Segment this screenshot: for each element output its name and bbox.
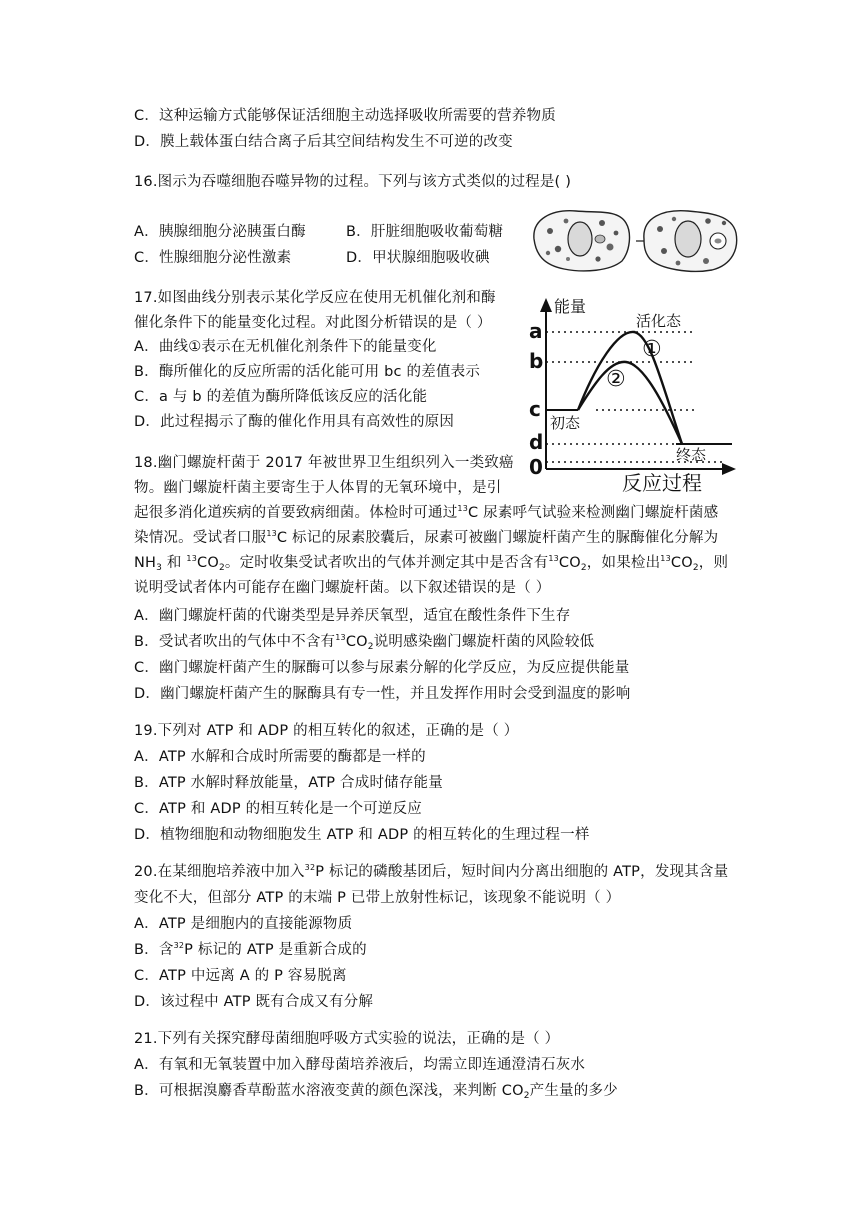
sub-2: 2 xyxy=(692,563,699,573)
q20-option-b-b: P 标记的 ATP 是重新合成的 xyxy=(184,942,367,958)
q20-line1-b: P 标记的磷酸基团后，短时间内分离出细胞的 ATP，发现其含量 xyxy=(315,864,729,880)
energy-diagram xyxy=(526,294,738,494)
q20-option-a: A．ATP 是细胞内的直接能源物质 xyxy=(134,916,353,932)
q20-option-c: C．ATP 中远离 A 的 P 容易脱离 xyxy=(134,968,347,984)
level-c: c xyxy=(529,397,541,421)
and-text: 和 xyxy=(162,555,187,571)
q17-option-b: B．酶所催化的反应所需的活化能可用 bc 的差值表示 xyxy=(134,364,481,380)
sup-13: 13 xyxy=(457,504,468,513)
level-zero: 0 xyxy=(529,455,543,479)
q15-option-c: C．这种运输方式能够保证活细胞主动选择吸收所需要的营养物质 xyxy=(134,108,556,124)
q20-option-b xyxy=(134,940,367,960)
q21-option-b xyxy=(134,1081,618,1101)
sup-32: 32 xyxy=(304,863,316,872)
phagocyte-cell-before xyxy=(534,211,630,271)
q18-line5 xyxy=(134,553,728,573)
co-text: CO xyxy=(558,555,581,571)
q16-option-b: B．肝脏细胞吸收葡萄糖 xyxy=(346,224,504,240)
level-b: b xyxy=(529,349,544,373)
q18-option-b xyxy=(134,632,594,652)
q20-line2: 变化不大，但部分 ATP 的末端 P 已带上放射性标记，该现象不能说明（ ） xyxy=(134,890,621,906)
sup-13: 13 xyxy=(335,633,346,642)
curve-2-label: ② xyxy=(606,367,626,392)
co-text: CO xyxy=(345,634,368,650)
q20-line1-a: 20.在某细胞培养液中加入 xyxy=(134,864,305,880)
curve-1-label: ① xyxy=(642,337,662,362)
x-axis-label: 反应过程 xyxy=(622,471,702,494)
q17-stem-line1: 17.如图曲线分别表示某化学反应在使用无机催化剂和酶 xyxy=(134,290,496,306)
q18-line3 xyxy=(134,503,718,523)
sub-3: 3 xyxy=(156,563,163,573)
q19-option-b: B．ATP 水解时释放能量，ATP 合成时储存能量 xyxy=(134,775,443,791)
q19-option-c: C．ATP 和 ADP 的相互转化是一个可逆反应 xyxy=(134,801,422,817)
q21-option-b-b: 产生量的多少 xyxy=(529,1083,618,1099)
q21-option-b-a: B．可根据溴麝香草酚蓝水溶液变黄的颜色深浅，来判断 CO xyxy=(134,1083,524,1099)
q16-option-a: A．胰腺细胞分泌胰蛋白酶 xyxy=(134,224,306,240)
label-initial-state: 初态 xyxy=(550,414,581,432)
q15-option-d: D．膜上载体蛋白结合离子后其空间结构发生不可逆的改变 xyxy=(134,134,513,150)
sub-2: 2 xyxy=(523,1091,530,1101)
q18-line2: 物。幽门螺旋杆菌主要寄生于人体胃的无氧环境中，是引 xyxy=(134,480,502,496)
level-d: d xyxy=(529,430,544,454)
y-axis-arrow xyxy=(540,298,552,312)
q17-option-a: A．曲线①表示在无机催化剂条件下的能量变化 xyxy=(134,339,437,355)
level-a: a xyxy=(529,319,543,343)
sub-2: 2 xyxy=(580,563,587,573)
q20-line1 xyxy=(134,862,728,882)
q18-option-a: A．幽门螺旋杆菌的代谢类型是异养厌氧型，适宜在酸性条件下生存 xyxy=(134,608,571,624)
q16-option-c: C．性腺细胞分泌性激素 xyxy=(134,250,292,266)
x-axis-arrow xyxy=(722,463,736,475)
sup-32: 32 xyxy=(173,941,185,950)
q18-option-d: D．幽门螺旋杆菌产生的脲酶具有专一性，并且发挥作用时会受到温度的影响 xyxy=(134,686,631,702)
q18-line4-b: C 标记的尿素胶囊后，尿素可被幽门螺旋杆菌产生的脲酶催化分解为 xyxy=(276,530,719,546)
q19-option-d: D．植物细胞和动物细胞发生 ATP 和 ADP 的相互转化的生理过程一样 xyxy=(134,827,590,843)
q19-option-a: A．ATP 水解和合成时所需要的酶都是一样的 xyxy=(134,749,426,765)
q20-option-d: D．该过程中 ATP 既有合成又有分解 xyxy=(134,994,374,1010)
phagocytosis-figure xyxy=(528,203,740,275)
q19-stem: 19.下列对 ATP 和 ADP 的相互转化的叙述，正确的是（ ） xyxy=(134,723,519,739)
q18-line5-f: ，如果检出 xyxy=(586,555,661,571)
q16-option-d: D．甲状腺细胞吸收碘 xyxy=(346,250,490,266)
y-axis-label: 能量 xyxy=(554,297,587,316)
label-final-state: 终态 xyxy=(676,446,707,464)
co-text: CO xyxy=(197,555,219,571)
q18-line4 xyxy=(134,528,718,548)
q18-line5-h: ，则 xyxy=(698,555,729,571)
q18-line5-d: 。定时收集受试者吹出的气体并测定其中是否含有 xyxy=(224,555,549,571)
q16-stem: 16.图示为吞噬细胞吞噬异物的过程。下列与该方式类似的过程是( ) xyxy=(134,174,572,190)
q17-option-c: C．a 与 b 的差值为酶所降低该反应的活化能 xyxy=(134,389,428,405)
q18-option-c: C．幽门螺旋杆菌产生的脲酶可以参与尿素分解的化学反应，为反应提供能量 xyxy=(134,660,630,676)
sup-13: 13 xyxy=(266,529,277,538)
sup-13: 13 xyxy=(660,554,671,563)
q18-line6: 说明受试者体内可能存在幽门螺旋杆菌。以下叙述错误的是（ ） xyxy=(134,580,551,596)
q18-line1: 18.幽门螺旋杆菌于 2017 年被世界卫生组织列入一类致癌 xyxy=(134,455,514,471)
sub-2: 2 xyxy=(367,642,374,652)
sup-13: 13 xyxy=(186,554,198,563)
q18-option-b-a: B．受试者吹出的气体中不含有 xyxy=(134,634,336,650)
phagocyte-cell-after xyxy=(644,211,737,272)
q18-line3-b: C 尿素呼气试验来检测幽门螺旋杆菌感 xyxy=(468,505,719,521)
q17-option-d: D．此过程揭示了酶的催化作用具有高效性的原因 xyxy=(134,414,455,430)
q18-line3-a: 起很多消化道疾病的首要致病细菌。体检时可通过 xyxy=(134,505,458,521)
nh-text: NH xyxy=(134,555,157,571)
co-text: CO xyxy=(670,555,693,571)
sub-2: 2 xyxy=(218,563,225,573)
q21-stem: 21.下列有关探究酵母菌细胞呼吸方式实验的说法，正确的是（ ） xyxy=(134,1031,560,1047)
q18-line4-a: 染情况。受试者口服 xyxy=(134,530,267,546)
q21-option-a: A．有氧和无氧装置中加入酵母菌培养液后，均需立即连通澄清石灰水 xyxy=(134,1057,586,1073)
sup-13: 13 xyxy=(548,554,559,563)
q18-option-b-c: 说明感染幽门螺旋杆菌的风险较低 xyxy=(373,634,595,650)
q20-option-b-a: B．含 xyxy=(134,942,174,958)
q17-stem-line2: 催化条件下的能量变化过程。对此图分析错误的是（ ） xyxy=(134,315,492,331)
label-active-state: 活化态 xyxy=(636,312,682,330)
